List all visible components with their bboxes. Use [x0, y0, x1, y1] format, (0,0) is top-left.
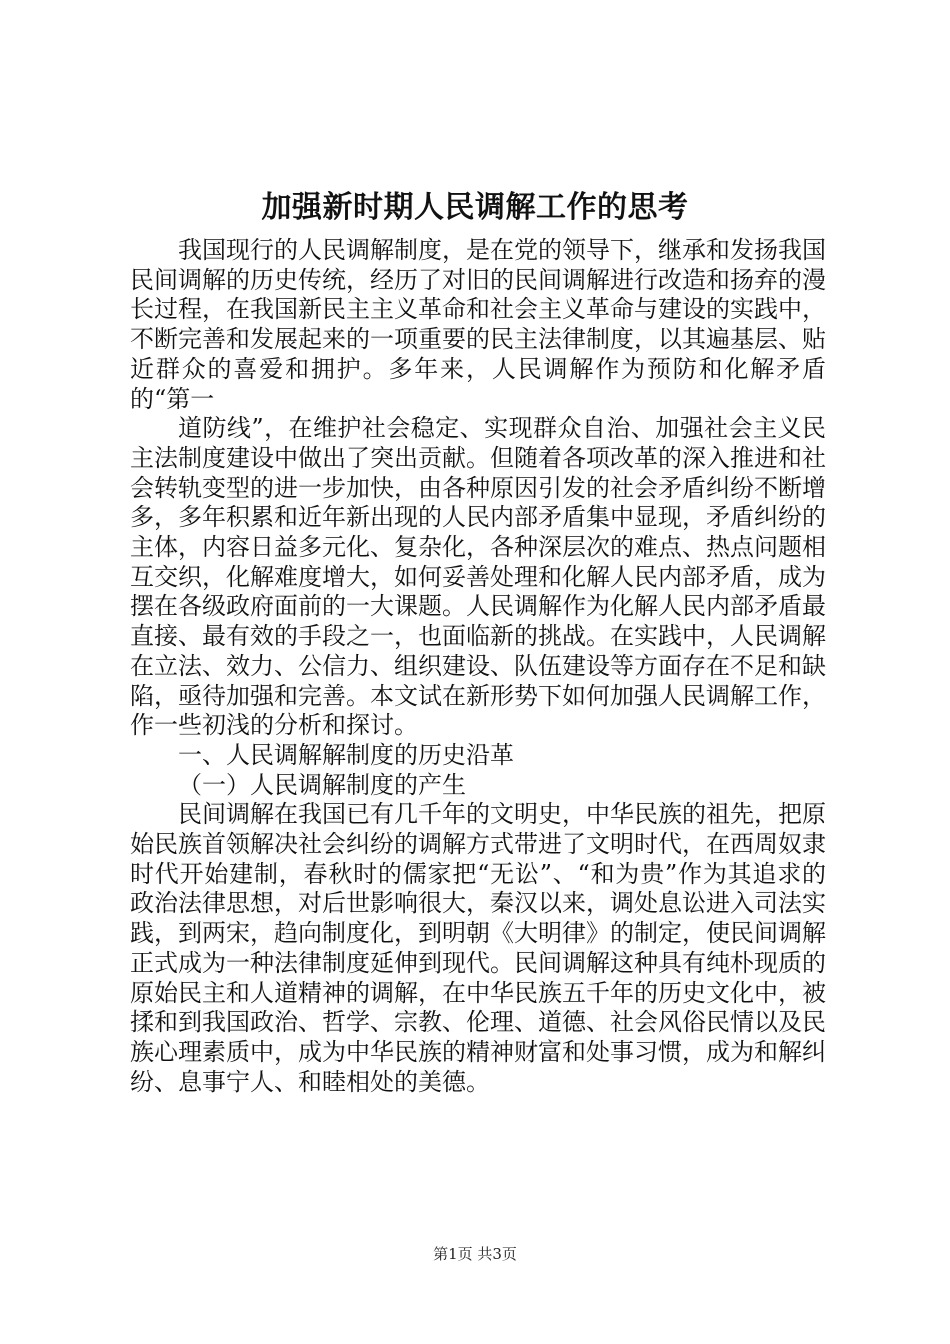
paragraph-challenges: 道防线”，在维护社会稳定、实现群众自治、加强社会主义民主法制度建设中做出了突出贡献。但随着各项改革的深入推进和社会转轨变型的进一步加快，由各种原因引发的社会矛盾纠纷不断增多，多年积累和近年新出现的人民内部矛盾集中显现，矛盾纠纷的主体，内容日益多元化、复杂化，各种深层次的难点、热点问题相互交织，化解难度增大，如何妥善处理和化解人民内部矛盾，成为摆在各级政府面前的一大课题。人民调解作为化解人民内部矛盾最直接、最有效的手段之一，也面临新的挑战。在实践中，人民调解在立法、效力、公信力、组织建设、队伍建设等方面存在不足和缺陷，亟待加强和完善。本文试在新形势下如何加强人民调解工作，作一些初浅的分析和探讨。	[130, 414, 826, 740]
page-footer: 第1页 共3页	[433, 1245, 517, 1263]
section-heading: 一、人民调解解制度的历史沿革	[178, 740, 514, 769]
paragraph-intro: 我国现行的人民调解制度，是在党的领导下，继承和发扬我国民间调解的历史传统，经历了对旧的民间调解进行改造和扬弃的漫长过程，在我国新民主主义革命和社会主义革命与建设的实践中，不断完善和发展起来的一项重要的民主法律制度，以其遍基层、贴近群众的喜爱和拥护。多年来，人民调解作为预防和化解矛盾的“第一	[130, 236, 826, 413]
paragraph-history: 民间调解在我国已有几千年的文明史，中华民族的祖先，把原始民族首领解决社会纠纷的调解方式带进了文明时代，在西周奴隶时代开始建制，春秋时的儒家把“无讼”、“和为贵”作为其追求的政治法律思想，对后世影响很大，秦汉以来，调处息讼进入司法实践，到两宋，趋向制度化，到明朝《大明律》的制定，使民间调解正式成为一种法律制度延伸到现代。民间调解这种具有纯朴现质的原始民主和人道精神的调解，在中华民族五千年的历史文化中，被揉和到我国政治、哲学、宗教、伦理、道德、社会风俗民情以及民族心理素质中，成为中华民族的精神财富和处事习惯，成为和解纠纷、息事宁人、和睦相处的美德。	[130, 800, 826, 1096]
subsection-heading: （一）人民调解制度的产生	[178, 770, 466, 799]
document-title: 加强新时期人民调解工作的思考	[261, 190, 689, 225]
document-body	[130, 236, 826, 1097]
